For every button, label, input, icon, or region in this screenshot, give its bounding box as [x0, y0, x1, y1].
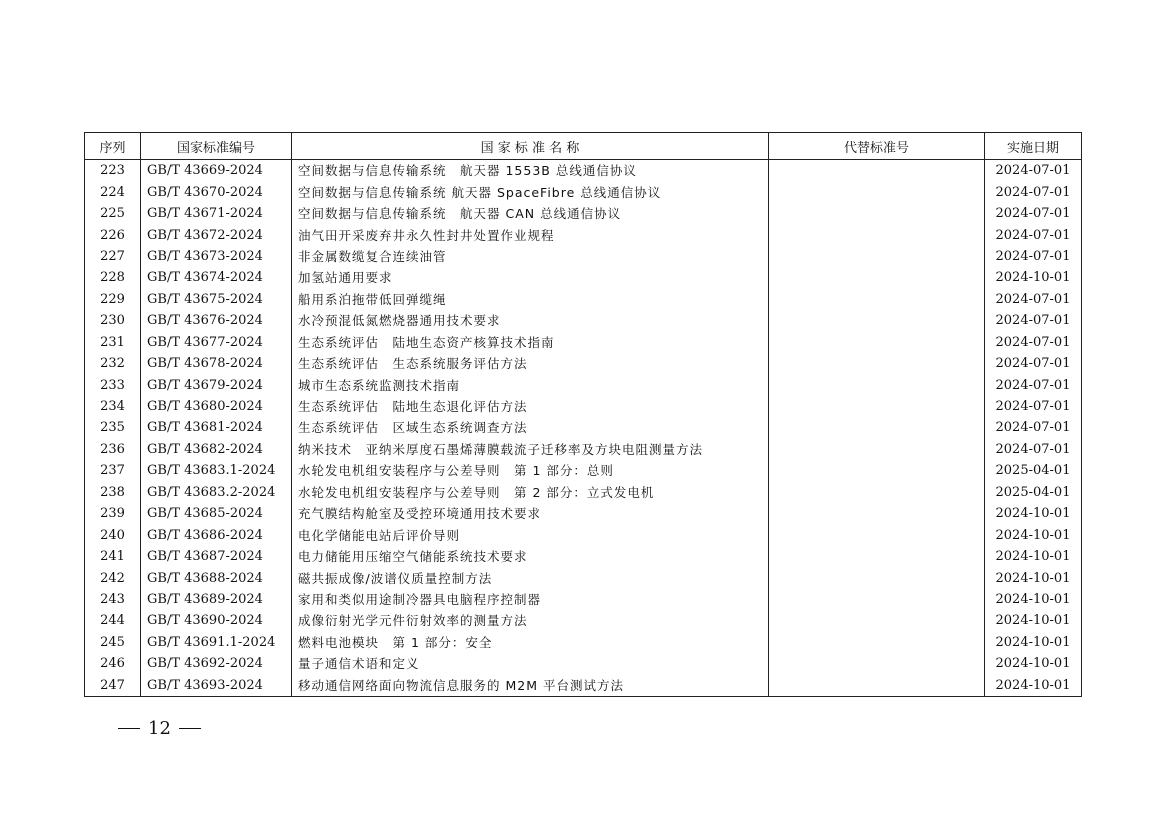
- cell-serial-number: 237: [85, 460, 141, 481]
- cell-implementation-date: 2024-10-01: [985, 632, 1082, 653]
- cell-implementation-date: 2024-10-01: [985, 675, 1082, 697]
- cell-standard-name: 空间数据与信息传输系统 航天器 SpaceFibre 总线通信协议: [292, 181, 769, 202]
- cell-implementation-date: 2024-10-01: [985, 267, 1082, 288]
- table-row: [85, 632, 1082, 653]
- cell-standard-code: GB/T 43688-2024: [141, 567, 292, 588]
- header-serial-number: 序列: [85, 133, 141, 160]
- table-row: [85, 524, 1082, 545]
- table-row: [85, 224, 1082, 245]
- cell-serial-number: 241: [85, 546, 141, 567]
- cell-replaced-standard: [769, 289, 985, 310]
- table-row: [85, 482, 1082, 503]
- header-implementation-date: 实施日期: [985, 133, 1082, 160]
- cell-replaced-standard: [769, 246, 985, 267]
- cell-serial-number: 235: [85, 417, 141, 438]
- cell-standard-name: 移动通信网络面向物流信息服务的 M2M 平台测试方法: [292, 675, 769, 697]
- cell-replaced-standard: [769, 567, 985, 588]
- cell-standard-code: GB/T 43673-2024: [141, 246, 292, 267]
- cell-standard-code: GB/T 43682-2024: [141, 439, 292, 460]
- cell-serial-number: 234: [85, 396, 141, 417]
- cell-standard-code: GB/T 43677-2024: [141, 332, 292, 353]
- table-row: [85, 267, 1082, 288]
- cell-standard-code: GB/T 43680-2024: [141, 396, 292, 417]
- cell-replaced-standard: [769, 267, 985, 288]
- cell-replaced-standard: [769, 524, 985, 545]
- cell-serial-number: 236: [85, 439, 141, 460]
- footer-left-dash: [118, 728, 140, 729]
- cell-standard-name: 生态系统评估 陆地生态资产核算技术指南: [292, 332, 769, 353]
- page-number: 12: [148, 718, 171, 739]
- cell-replaced-standard: [769, 353, 985, 374]
- cell-standard-name: 生态系统评估 陆地生态退化评估方法: [292, 396, 769, 417]
- table-row: [85, 203, 1082, 224]
- cell-standard-name: 空间数据与信息传输系统 航天器 1553B 总线通信协议: [292, 160, 769, 182]
- cell-implementation-date: 2024-10-01: [985, 503, 1082, 524]
- cell-standard-code: GB/T 43678-2024: [141, 353, 292, 374]
- table-row: [85, 589, 1082, 610]
- cell-standard-name: 加氢站通用要求: [292, 267, 769, 288]
- cell-standard-name: 油气田开采废弃井永久性封井处置作业规程: [292, 224, 769, 245]
- cell-implementation-date: 2024-07-01: [985, 332, 1082, 353]
- table-row: [85, 653, 1082, 674]
- cell-replaced-standard: [769, 610, 985, 631]
- cell-implementation-date: 2024-07-01: [985, 353, 1082, 374]
- header-standard-code: 国家标准编号: [141, 133, 292, 160]
- cell-standard-name: 水轮发电机组安装程序与公差导则 第 1 部分：总则: [292, 460, 769, 481]
- table-row: [85, 567, 1082, 588]
- cell-serial-number: 233: [85, 374, 141, 395]
- cell-implementation-date: 2024-07-01: [985, 246, 1082, 267]
- cell-replaced-standard: [769, 374, 985, 395]
- footer-right-dash: [179, 728, 201, 729]
- cell-implementation-date: 2024-10-01: [985, 589, 1082, 610]
- cell-standard-code: GB/T 43681-2024: [141, 417, 292, 438]
- cell-standard-name: 生态系统评估 区域生态系统调查方法: [292, 417, 769, 438]
- cell-replaced-standard: [769, 589, 985, 610]
- cell-standard-name: 水冷预混低氮燃烧器通用技术要求: [292, 310, 769, 331]
- cell-standard-code: GB/T 43679-2024: [141, 374, 292, 395]
- cell-standard-code: GB/T 43670-2024: [141, 181, 292, 202]
- cell-implementation-date: 2024-07-01: [985, 439, 1082, 460]
- cell-standard-name: 生态系统评估 生态系统服务评估方法: [292, 353, 769, 374]
- table-row: [85, 353, 1082, 374]
- cell-serial-number: 245: [85, 632, 141, 653]
- cell-implementation-date: 2024-10-01: [985, 567, 1082, 588]
- cell-standard-name: 量子通信术语和定义: [292, 653, 769, 674]
- cell-replaced-standard: [769, 224, 985, 245]
- table-row: [85, 675, 1082, 697]
- cell-replaced-standard: [769, 332, 985, 353]
- table-row: [85, 396, 1082, 417]
- table-header: [85, 133, 1082, 160]
- cell-standard-code: GB/T 43691.1-2024: [141, 632, 292, 653]
- cell-implementation-date: 2024-07-01: [985, 310, 1082, 331]
- cell-implementation-date: 2024-10-01: [985, 610, 1082, 631]
- cell-standard-name: 充气膜结构舱室及受控环境通用技术要求: [292, 503, 769, 524]
- cell-serial-number: 239: [85, 503, 141, 524]
- cell-standard-code: GB/T 43672-2024: [141, 224, 292, 245]
- cell-standard-code: GB/T 43692-2024: [141, 653, 292, 674]
- cell-implementation-date: 2024-10-01: [985, 524, 1082, 545]
- table-row: [85, 310, 1082, 331]
- cell-serial-number: 231: [85, 332, 141, 353]
- cell-replaced-standard: [769, 439, 985, 460]
- table-row: [85, 289, 1082, 310]
- cell-standard-code: GB/T 43671-2024: [141, 203, 292, 224]
- cell-standard-code: GB/T 43687-2024: [141, 546, 292, 567]
- cell-implementation-date: 2024-07-01: [985, 396, 1082, 417]
- cell-replaced-standard: [769, 310, 985, 331]
- header-replaced-standard: 代替标准号: [769, 133, 985, 160]
- cell-replaced-standard: [769, 675, 985, 697]
- table-row: [85, 332, 1082, 353]
- cell-serial-number: 244: [85, 610, 141, 631]
- page-footer: [118, 718, 201, 739]
- cell-replaced-standard: [769, 653, 985, 674]
- cell-standard-code: GB/T 43683.1-2024: [141, 460, 292, 481]
- table-row: [85, 374, 1082, 395]
- cell-replaced-standard: [769, 203, 985, 224]
- table-row: [85, 181, 1082, 202]
- cell-implementation-date: 2024-07-01: [985, 374, 1082, 395]
- standards-table: [84, 132, 1082, 697]
- cell-serial-number: 238: [85, 482, 141, 503]
- cell-serial-number: 227: [85, 246, 141, 267]
- cell-implementation-date: 2024-07-01: [985, 160, 1082, 182]
- header-row: [85, 133, 1082, 160]
- cell-serial-number: 229: [85, 289, 141, 310]
- cell-serial-number: 246: [85, 653, 141, 674]
- cell-standard-name: 水轮发电机组安装程序与公差导则 第 2 部分：立式发电机: [292, 482, 769, 503]
- cell-standard-code: GB/T 43683.2-2024: [141, 482, 292, 503]
- header-standard-name: 国 家 标 准 名 称: [292, 133, 769, 160]
- cell-standard-code: GB/T 43693-2024: [141, 675, 292, 697]
- cell-serial-number: 242: [85, 567, 141, 588]
- cell-serial-number: 225: [85, 203, 141, 224]
- cell-standard-name: 空间数据与信息传输系统 航天器 CAN 总线通信协议: [292, 203, 769, 224]
- cell-standard-name: 燃料电池模块 第 1 部分：安全: [292, 632, 769, 653]
- cell-replaced-standard: [769, 396, 985, 417]
- cell-serial-number: 228: [85, 267, 141, 288]
- cell-implementation-date: 2024-07-01: [985, 203, 1082, 224]
- cell-serial-number: 232: [85, 353, 141, 374]
- table-row: [85, 610, 1082, 631]
- table-row: [85, 160, 1082, 182]
- cell-standard-code: GB/T 43686-2024: [141, 524, 292, 545]
- cell-serial-number: 224: [85, 181, 141, 202]
- cell-standard-code: GB/T 43675-2024: [141, 289, 292, 310]
- cell-standard-name: 非金属数缆复合连续油管: [292, 246, 769, 267]
- cell-serial-number: 240: [85, 524, 141, 545]
- cell-standard-name: 家用和类似用途制冷器具电脑程序控制器: [292, 589, 769, 610]
- table-row: [85, 460, 1082, 481]
- table-row: [85, 503, 1082, 524]
- cell-standard-name: 电力储能用压缩空气储能系统技术要求: [292, 546, 769, 567]
- cell-replaced-standard: [769, 417, 985, 438]
- cell-standard-code: GB/T 43690-2024: [141, 610, 292, 631]
- cell-replaced-standard: [769, 460, 985, 481]
- table-row: [85, 246, 1082, 267]
- cell-standard-name: 电化学储能电站后评价导则: [292, 524, 769, 545]
- cell-standard-name: 成像衍射光学元件衍射效率的测量方法: [292, 610, 769, 631]
- cell-standard-code: GB/T 43689-2024: [141, 589, 292, 610]
- cell-replaced-standard: [769, 632, 985, 653]
- cell-implementation-date: 2024-10-01: [985, 546, 1082, 567]
- cell-standard-name: 纳米技术 亚纳米厚度石墨烯薄膜载流子迁移率及方块电阻测量方法: [292, 439, 769, 460]
- cell-implementation-date: 2025-04-01: [985, 460, 1082, 481]
- cell-implementation-date: 2024-07-01: [985, 224, 1082, 245]
- cell-serial-number: 230: [85, 310, 141, 331]
- cell-standard-name: 磁共振成像/波谱仪质量控制方法: [292, 567, 769, 588]
- cell-serial-number: 243: [85, 589, 141, 610]
- cell-standard-code: GB/T 43685-2024: [141, 503, 292, 524]
- cell-implementation-date: 2024-10-01: [985, 653, 1082, 674]
- cell-implementation-date: 2024-07-01: [985, 289, 1082, 310]
- cell-replaced-standard: [769, 503, 985, 524]
- cell-serial-number: 247: [85, 675, 141, 697]
- cell-standard-code: GB/T 43674-2024: [141, 267, 292, 288]
- cell-implementation-date: 2024-07-01: [985, 417, 1082, 438]
- table-row: [85, 546, 1082, 567]
- table-row: [85, 417, 1082, 438]
- cell-standard-name: 城市生态系统监测技术指南: [292, 374, 769, 395]
- cell-replaced-standard: [769, 160, 985, 182]
- cell-serial-number: 223: [85, 160, 141, 182]
- cell-replaced-standard: [769, 546, 985, 567]
- cell-standard-code: GB/T 43676-2024: [141, 310, 292, 331]
- table-row: [85, 439, 1082, 460]
- cell-standard-code: GB/T 43669-2024: [141, 160, 292, 182]
- table-body: [85, 160, 1082, 697]
- cell-implementation-date: 2025-04-01: [985, 482, 1082, 503]
- cell-serial-number: 226: [85, 224, 141, 245]
- cell-replaced-standard: [769, 482, 985, 503]
- cell-standard-name: 船用系泊拖带低回弹缆绳: [292, 289, 769, 310]
- cell-implementation-date: 2024-07-01: [985, 181, 1082, 202]
- cell-replaced-standard: [769, 181, 985, 202]
